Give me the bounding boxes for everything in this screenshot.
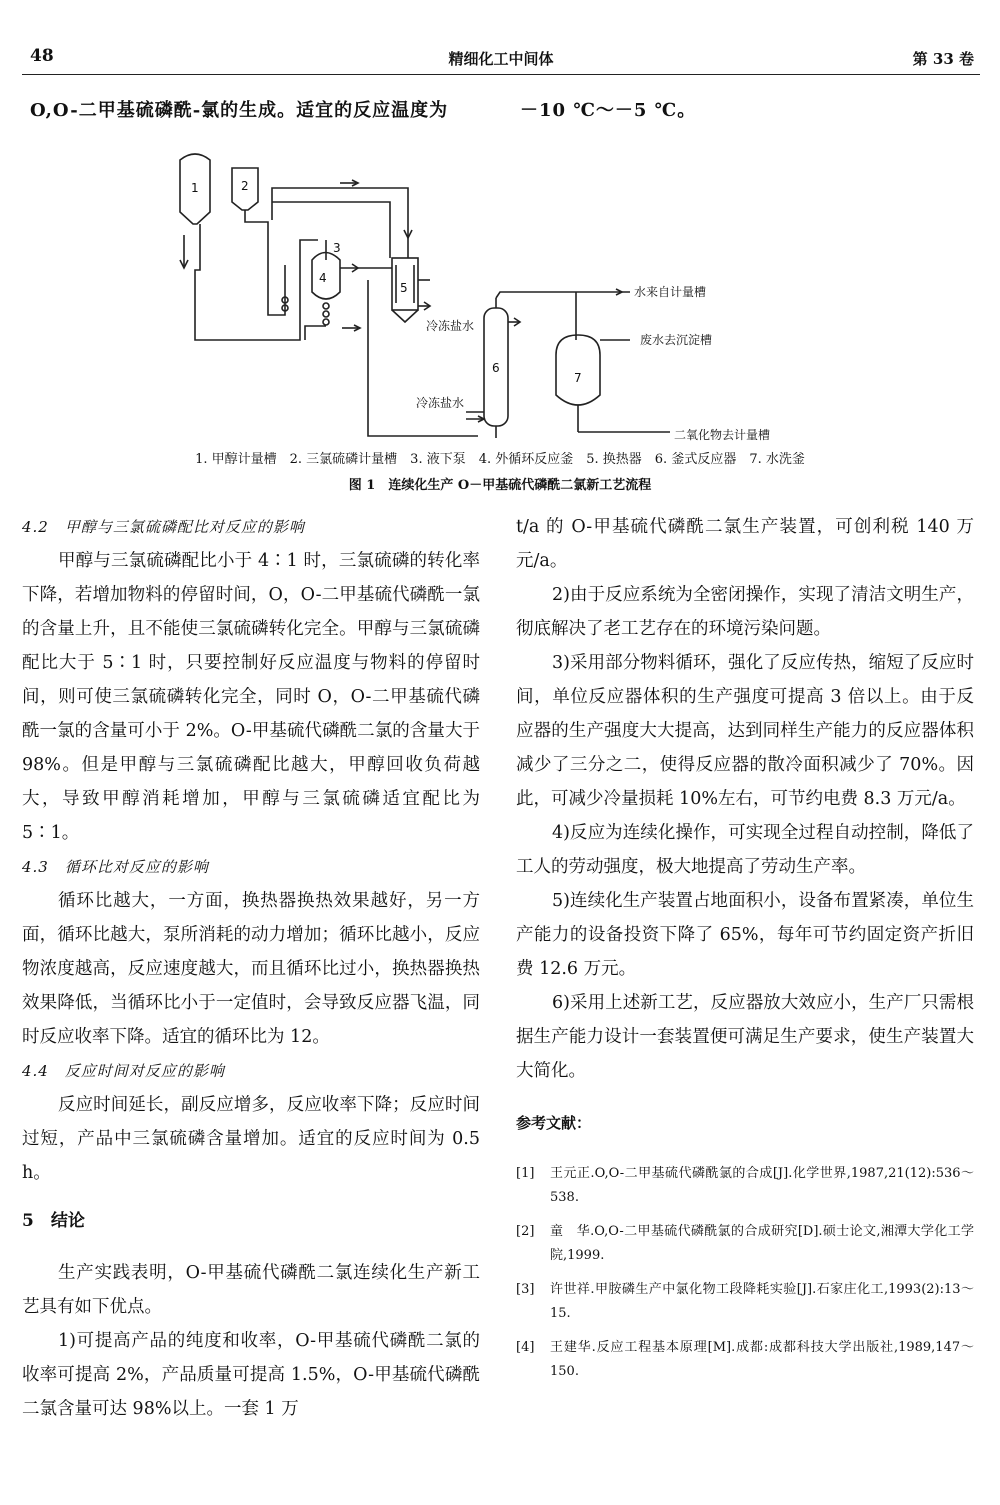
label-1: 1: [191, 181, 199, 195]
label-5: 5: [400, 281, 408, 295]
reference-number: [4]: [516, 1340, 535, 1355]
wash-tank: [556, 335, 600, 405]
label-waste: 废水去沉淀槽: [640, 333, 713, 347]
reference-number: [3]: [516, 1282, 535, 1297]
point-3: 3)采用部分物料循环，强化了反应传热，缩短了反应时间，单位反应器体积的生产强度可提高 3 倍以上。由于反应器的生产强度大大提高，达到同样生产能力的反应器体积减少了三分之二，使得反应器的散冷面积减少了 70%。因此，可减少冷量损耗 10%左右，可节约电费 8.3 万元/a。: [516, 653, 974, 809]
label-brine-2: 冷冻盐水: [416, 396, 465, 410]
reference-item: [516, 1220, 974, 1268]
label-6: 6: [492, 361, 500, 375]
right-column: [516, 510, 974, 1394]
references-title: 参考文献：: [516, 1114, 592, 1132]
reference-item: [516, 1336, 974, 1384]
reference-item: [516, 1278, 974, 1326]
section-4-2-title: 4.2 甲醇与三氯硫磷配比对反应的影响: [22, 518, 305, 536]
section-4-4-text: 反应时间延长，副反应增多，反应收率下降；反应时间过短，产品中三氯硫磷含量增加。适宜的反应时间为 0.5 h。: [22, 1095, 480, 1183]
reference-item: [516, 1162, 974, 1210]
reference-text: 王建华.反应工程基本原理[M].成都:成都科技大学出版社,1989,147～150.: [550, 1340, 974, 1379]
page-header: [22, 40, 980, 75]
label-3: 3: [333, 241, 341, 255]
label-4: 4: [319, 271, 327, 285]
section-5-point-1: 1)可提高产品的纯度和收率，O-甲基硫代磷酰二氯的收率可提高 2%，产品质量可提高 1.5%，O-甲基硫代磷酰二氯含量可达 98%以上。一套 1 万: [22, 1331, 480, 1419]
label-brine-1: 冷冻盐水: [426, 319, 475, 333]
label-2: 2: [241, 179, 249, 193]
point-6: 6)采用上述新工艺，反应器放大效应小，生产厂只需根据生产能力设计一套装置便可满足生产要求，使生产装置大大简化。: [516, 993, 974, 1081]
section-4-3-title: 4.3 循环比对反应的影响: [22, 858, 209, 876]
point-4: 4)反应为连续化操作，可实现全过程自动控制，降低了工人的劳动强度，极大地提高了劳动生产率。: [516, 823, 974, 877]
label-7: 7: [574, 371, 582, 385]
process-flow-diagram: [0, 140, 1000, 445]
left-column: [22, 510, 480, 1426]
label-water: 水来自计量槽: [634, 285, 707, 299]
reference-number: [1]: [516, 1166, 535, 1181]
lead-line-right: －10 ℃～－5 ℃。: [520, 100, 697, 121]
point-5: 5)连续化生产装置占地面积小，设备布置紧凑，单位生产能力的设备投资下降了 65%，每年可节约固定资产折旧费 12.6 万元。: [516, 891, 974, 979]
figure-caption: 图 1 连续化生产 O－甲基硫代磷酰二氯新工艺流程: [348, 478, 652, 493]
reference-text: 童 华.O,O-二甲基硫代磷酰氯的合成研究[D].硕士论文,湘潭大学化工学院,1999.: [550, 1224, 974, 1263]
point-1-continued: t/a 的 O-甲基硫代磷酰二氯生产装置，可创利税 140 万元/a。: [516, 517, 974, 571]
page-number: 48: [30, 46, 54, 66]
section-4-2-text: 甲醇与三氯硫磷配比小于 4∶1 时，三氯硫磷的转化率下降，若增加物料的停留时间，O，O-二甲基硫代磷酰一氯的含量上升，且不能使三氯硫磷转化完全。甲醇与三氯硫磷配比大于 5∶1 时，只要控制好反应温度与物料的停留时间，则可使三氯硫磷转化完全，同时 O，O-二甲基硫代磷酰一氯的含量可小于 2%。O-甲基硫代磷酰二氯的含量大于 98%。但是甲醇与三氯硫磷配比越大，甲醇回收负荷越大，导致甲醇消耗增加，甲醇与三氯硫磷适宜配比为 5∶1。: [22, 551, 480, 843]
point-2: 2)由于反应系统为全密闭操作，实现了清洁文明生产，彻底解决了老工艺存在的环境污染问题。: [516, 585, 974, 639]
section-5-title: 5 结论: [22, 1211, 85, 1231]
volume-label: 第 33 卷: [912, 50, 974, 68]
section-4-3-text: 循环比越大，一方面，换热器换热效果越好，另一方面，循环比越大，泵所消耗的动力增加；循环比越小，反应物浓度越高，反应速度越大，而且循环比过小，换热器换热效果降低，当循环比小于一定值时，会导致反应器飞温，同时反应收率下降。适宜的循环比为 12。: [22, 891, 480, 1047]
reference-text: 许世祥.甲胺磷生产中氯化物工段降耗实验[J].石家庄化工,1993(2):13～15.: [550, 1282, 974, 1321]
reference-number: [2]: [516, 1224, 535, 1239]
figure-legend: 1. 甲醇计量槽 2. 三氯硫磷计量槽 3. 液下泵 4. 外循环反应釜 5. 换热器 6. 釜式反应器 7. 水洗釜: [195, 452, 805, 467]
label-product: 二氧化物去计量槽: [674, 428, 771, 442]
reference-text: 王元正.O,O-二甲基硫代磷酰氯的合成[J].化学世界,1987,21(12):536～538.: [550, 1166, 974, 1205]
lead-line-left: O,O-二甲基硫磷酰-氯的生成。适宜的反应温度为: [30, 100, 449, 121]
section-5-intro: 生产实践表明，O-甲基硫代磷酰二氯连续化生产新工艺具有如下优点。: [22, 1263, 480, 1317]
journal-title: 精细化工中间体: [448, 50, 554, 68]
section-4-4-title: 4.4 反应时间对反应的影响: [22, 1062, 225, 1080]
